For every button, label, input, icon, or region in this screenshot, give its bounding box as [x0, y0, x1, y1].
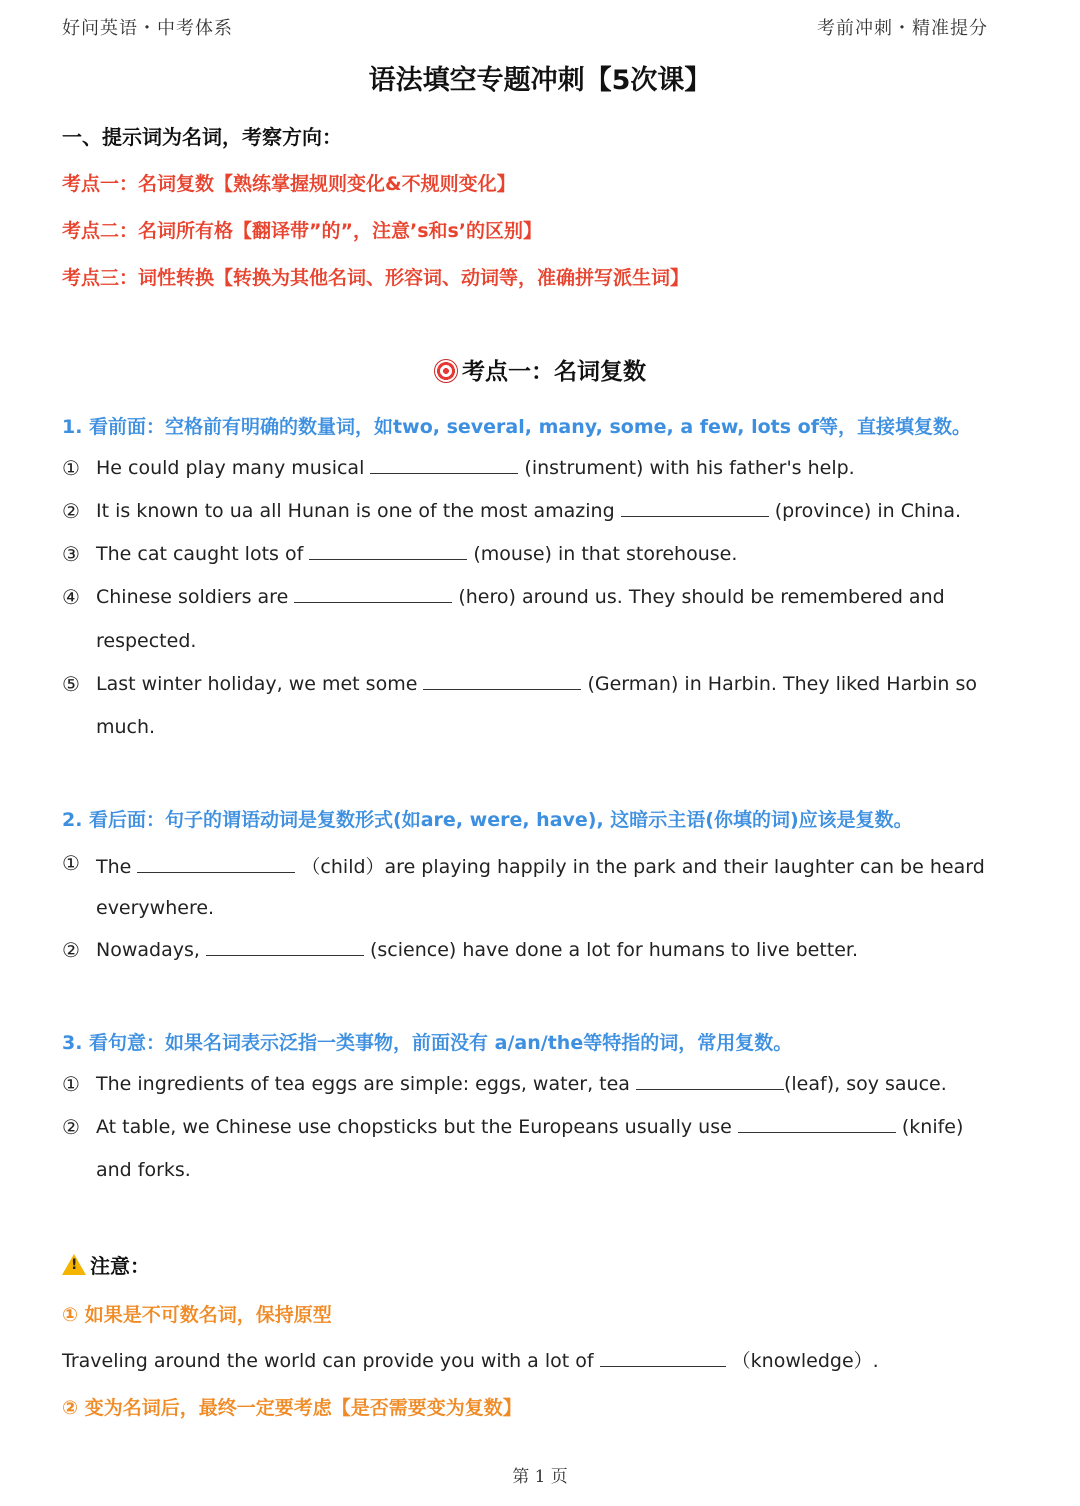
part1-heading: 1. 看前面：空格前有明确的数量词，如two, several, many, some, a few, lots of等，直接填复数。	[62, 416, 971, 438]
answer-blank[interactable]	[636, 1073, 784, 1090]
point-2: 考点二：名词所有格【翻译带”的”，注意’s和s’的区别】	[62, 220, 543, 242]
exercise-line	[96, 543, 737, 565]
answer-blank[interactable]	[621, 500, 769, 517]
item-number: ②	[62, 938, 80, 962]
sentence-before: Chinese soldiers are	[96, 586, 295, 608]
answer-blank[interactable]	[370, 457, 518, 474]
exercise-line	[96, 457, 855, 479]
answer-blank[interactable]	[294, 586, 452, 603]
sentence-before: The cat caught lots of	[96, 543, 310, 565]
sentence-before: It is known to ua all Hunan is one of the most amazing	[96, 500, 621, 522]
exercise-line	[96, 1073, 947, 1095]
note-rule-1: ① 如果是不可数名词，保持原型	[62, 1304, 332, 1326]
answer-blank[interactable]	[309, 543, 467, 560]
sentence-before: The	[96, 856, 138, 878]
item-number: ④	[62, 585, 80, 609]
answer-blank[interactable]	[600, 1350, 726, 1367]
sentence-after: (knife)	[895, 1116, 964, 1138]
item-number: ①	[62, 456, 80, 480]
header-left: 好问英语・中考体系	[62, 18, 233, 39]
note-heading	[62, 1250, 150, 1279]
answer-blank[interactable]	[206, 939, 364, 956]
part2-heading: 2. 看后面：句子的谓语动词是复数形式(如are, were, have), 这暗示主语(你填的词)应该是复数。	[62, 809, 913, 831]
item-number: ①	[62, 851, 80, 875]
exercise-line	[96, 673, 977, 695]
point-3: 考点三：词性转换【转换为其他名词、形容词、动词等，准确拼写派生词】	[62, 267, 690, 289]
sentence-after: (German) in Harbin. They liked Harbin so	[581, 673, 977, 695]
note-rule-2: ② 变为名词后，最终一定要考虑【是否需要变为复数】	[62, 1397, 522, 1419]
sentence-before: Traveling around the world can provide you with a lot of	[62, 1350, 600, 1372]
point-1: 考点一：名词复数【熟练掌握规则变化&不规则变化】	[62, 173, 516, 195]
exercise-line	[96, 852, 985, 879]
item-number: ①	[62, 1072, 80, 1096]
sentence-continuation: respected.	[96, 630, 197, 652]
item-number: ③	[62, 542, 80, 566]
page-number: 第 1 页	[512, 1467, 568, 1487]
part3-heading: 3. 看句意：如果名词表示泛指一类事物，前面没有 a/an/the等特指的词，常用复数。	[62, 1032, 793, 1054]
topic-heading	[0, 353, 1080, 386]
example-line	[62, 1346, 879, 1373]
sentence-after: (province) in China.	[768, 500, 962, 522]
target-icon	[434, 359, 458, 383]
item-number: ②	[62, 1115, 80, 1139]
exercise-line	[96, 500, 961, 522]
answer-blank[interactable]	[423, 673, 581, 690]
sentence-continuation: much.	[96, 716, 156, 738]
item-number: ⑤	[62, 672, 80, 696]
answer-blank[interactable]	[738, 1116, 896, 1133]
section-heading: 一、提示词为名词，考察方向：	[62, 125, 342, 149]
sentence-before: The ingredients of tea eggs are simple: eggs, water, tea	[96, 1073, 636, 1095]
item-number: ②	[62, 499, 80, 523]
page-title: 语法填空专题冲刺【5次课】	[368, 65, 712, 96]
sentence-before: Last winter holiday, we met some	[96, 673, 424, 695]
sentence-after: (science) have done a lot for humans to live better.	[363, 939, 859, 961]
sentence-continuation: and forks.	[96, 1159, 191, 1181]
exercise-line	[96, 1116, 963, 1138]
sentence-before: He could play many musical	[96, 457, 371, 479]
sentence-after: （knowledge）.	[725, 1350, 879, 1372]
topic-label: 考点一：名词复数	[462, 359, 646, 385]
sentence-continuation: everywhere.	[96, 897, 215, 919]
sentence-before: At table, we Chinese use chopsticks but the Europeans usually use	[96, 1116, 738, 1138]
sentence-after: (hero) around us. They should be remembered and	[452, 586, 945, 608]
warning-icon	[62, 1254, 86, 1275]
sentence-after: (instrument) with his father's help.	[518, 457, 855, 479]
exercise-line	[96, 939, 858, 961]
sentence-after: （child）are playing happily in the park and their laughter can be heard	[295, 856, 985, 878]
exercise-line	[96, 586, 945, 608]
note-label: 注意：	[90, 1254, 150, 1278]
answer-blank[interactable]	[137, 856, 295, 873]
header-right: 考前冲刺・精准提分	[817, 18, 988, 39]
sentence-before: Nowadays,	[96, 939, 206, 961]
sentence-after: (mouse) in that storehouse.	[467, 543, 738, 565]
sentence-after: (leaf), soy sauce.	[783, 1073, 947, 1095]
